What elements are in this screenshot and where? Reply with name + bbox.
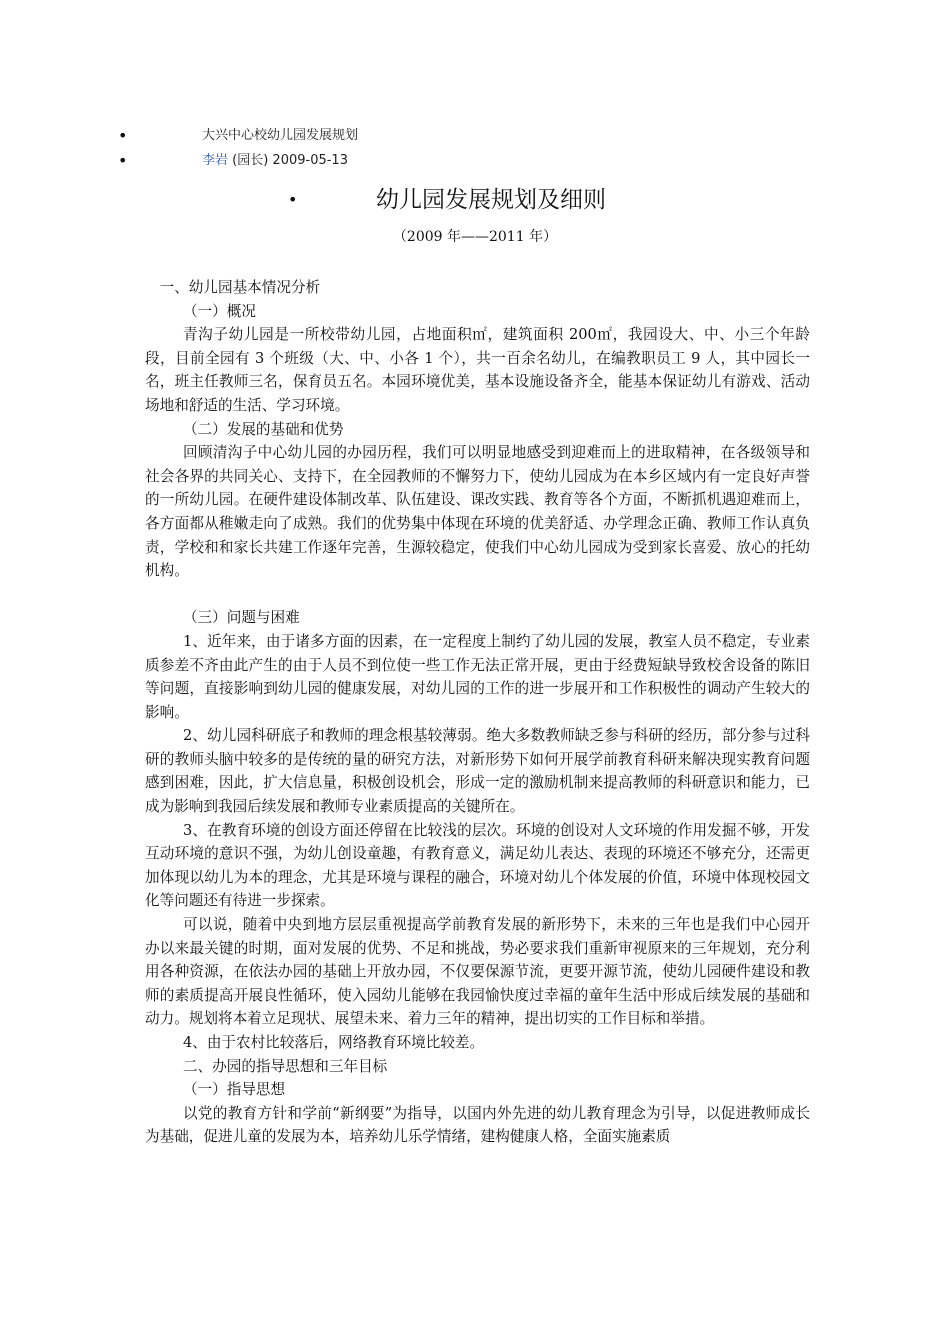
- paragraph: 1、近年来，由于诸多方面的因素，在一定程度上制约了幼儿园的发展，教室人员不稳定，专业素质参差不齐由此产生的由于人员不到位使一些工作无法正常开展，更由于经费短缺导致校舍设备的陈旧等问题，直接影响到幼儿园的健康发展，对幼儿园的工作的进一步展开和工作积极性的调动产生较大的影响。: [145, 632, 810, 721]
- subsection-heading: （一）指导思想: [182, 1081, 286, 1099]
- paragraph: 青沟子幼儿园是一所校带幼儿园，占地面积㎡，建筑面积 200㎡，我园设大、中、小三个年龄段，目前全园有 3 个班级（大、中、小各 1 个），共一百余名幼儿，在编教职员工 9 人，其中园长一名，班主任教师三名，保育员五名。本园环境优美，基本设施设备齐全，能基本保证幼儿有游戏、活动场地和舒适的生活、学习环境。: [145, 326, 810, 414]
- subsection-heading: （一）概况: [182, 302, 256, 320]
- author-line: [202, 149, 348, 173]
- bullet-icon: •: [288, 190, 298, 209]
- paragraph: 2、幼儿园科研底子和教师的理念根基较薄弱。绝大多数教师缺乏参与科研的经历，部分参与过科研的教师头脑中较多的是传统的量的研究方法，对新形势下如何开展学前教育科研来解决现实教育问题感到困难，因此，扩大信息量，积极创设机会，形成一定的激励机制来提高教师的科研意识和能力，已成为影响到我园后续发展和教师专业素质提高的关键所在。: [145, 727, 810, 816]
- source-title-row: [0, 124, 950, 148]
- paragraph: 可以说，随着中央到地方层层重视提高学前教育发展的新形势下，未来的三年也是我们中心园开办以来最关键的时期，面对发展的优势、不足和挑战，势必要求我们重新审视原来的三年规划，充分利用各种资源，在依法办园的基础上开放办园，不仅要保源节流，更要开源节流，使幼儿园硬件建设和教师的素质提高开展良性循环，使入园幼儿能够在我园愉快度过幸福的童年生活中形成后续发展的基础和动力。规划将本着立足现状、展望未来、着力三年的精神，提出切实的工作目标和举措。: [145, 916, 810, 1028]
- source-title: 大兴中心校幼儿园发展规划: [202, 128, 359, 143]
- document-title: 幼儿园发展规划及细则: [376, 187, 606, 213]
- subsection-heading: （三）问题与困难: [182, 609, 300, 627]
- document-body: [145, 276, 810, 1149]
- subsection-heading: （二）发展的基础和优势: [182, 420, 344, 438]
- paragraph: 4、由于农村比较落后，网络教育环境比较差。: [182, 1034, 485, 1051]
- author-link[interactable]: 李岩: [202, 153, 229, 168]
- author-meta: (园长) 2009-05-13: [228, 153, 348, 168]
- document-period: （2009 年——2011 年）: [392, 229, 558, 245]
- paragraph: 3、在教育环境的创设方面还停留在比较浅的层次。环境的创设对人文环境的作用发掘不够，开发互动环境的意识不强，为幼儿创设童趣，有教育意义，满足幼儿表达、表现的环境还不够充分，还需更加体现以幼儿为本的理念，尤其是环境与课程的融合，环境对幼儿个体发展的价值，环境中体现校园文化等问题还有待进一步探索。: [145, 821, 810, 910]
- bullet-icon: •: [118, 151, 128, 170]
- section-heading: 一、幼儿园基本情况分析: [159, 279, 321, 296]
- blank-line: [145, 583, 810, 607]
- author-row: [0, 149, 950, 173]
- paragraph: 以党的教育方针和学前“新纲要”为指导，以国内外先进的幼儿教育理念为引导，以促进教师成长为基础，促进儿童的发展为本，培养幼儿乐学情绪，建构健康人格，全面实施素质: [145, 1104, 810, 1146]
- section-heading: 二、办园的指导思想和三年目标: [182, 1057, 388, 1075]
- bullet-icon: •: [118, 126, 128, 145]
- paragraph: 回顾清沟子中心幼儿园的办园历程，我们可以明显地感受到迎难而上的进取精神，在各级领导和社会各界的共同关心、支持下，在全园教师的不懈努力下，使幼儿园成为在本乡区域内有一定良好声誉的一所幼儿园。在硬件建设体制改革、队伍建设、课改实践、教育等各个方面，不断抓机遇迎难而上，各方面都从稚嫩走向了成熟。我们的优势集中体现在环境的优美舒适、办学理念正确、教师工作认真负责，学校和和家长共建工作逐年完善，生源较稳定，使我们中心幼儿园成为受到家长喜爱、放心的托幼机构。: [145, 444, 810, 580]
